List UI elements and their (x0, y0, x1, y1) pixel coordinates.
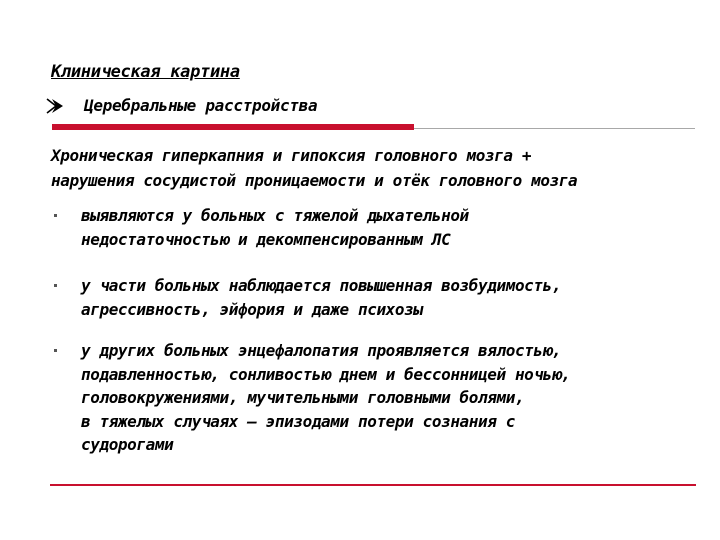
bullet-dot-icon (54, 214, 57, 217)
bullet-dot-icon (54, 284, 57, 287)
list-item-text (81, 339, 570, 457)
slide-subtitle: Церебральные расстройства (84, 96, 318, 115)
list-item-line: недостаточностью и декомпенсированным ЛС (81, 229, 451, 249)
list-item-line: судорогами (81, 435, 174, 454)
arrow-bullet-icon (44, 97, 66, 115)
header-accent-bar (52, 124, 414, 130)
list-item-line: у других больных энцефалопатия проявляется вялостью, (81, 341, 562, 360)
intro-line: Хроническая гиперкапния и гипоксия головного мозга + (51, 146, 532, 165)
list-item-line: у части больных наблюдается повышенная возбудимость, (81, 276, 562, 295)
slide-title: Клиническая картина (51, 62, 240, 82)
bullet-dot-icon (54, 349, 57, 352)
list-item-text (81, 274, 561, 321)
intro-paragraph (51, 143, 691, 193)
list-item-line: головокружениями, мучительными головными болями, (81, 388, 525, 407)
list-item-text (81, 204, 469, 251)
list-item-line: подавленностью, сонливостью днем и бессонницей ночью, (81, 364, 571, 384)
list-item-line: агрессивность, эйфория и даже психозы (81, 299, 423, 319)
list-item-line: выявляются у больных с тяжелой дыхательной (81, 206, 469, 225)
footer-divider (50, 484, 696, 486)
subtitle-row (44, 96, 317, 115)
list-item-line: в тяжелых случаях – эпизодами потери сознания с (81, 411, 515, 431)
intro-line: нарушения сосудистой проницаемости и отёк головного мозга (51, 171, 578, 190)
